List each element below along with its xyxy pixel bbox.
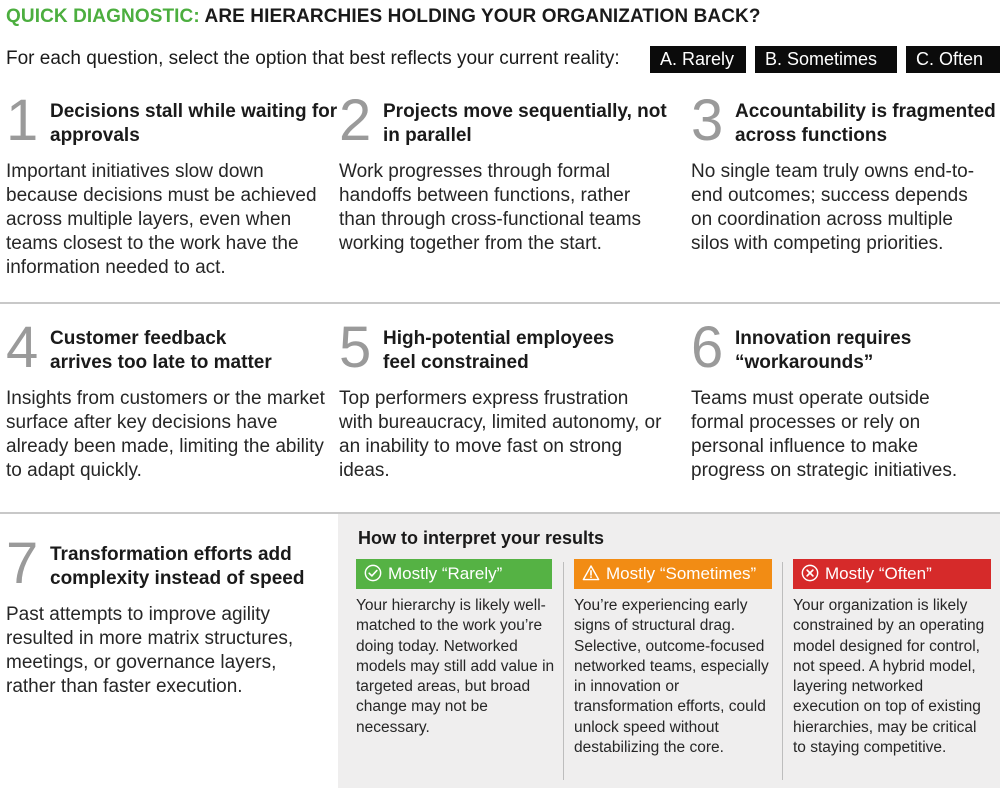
question-number: 3 [691, 88, 724, 153]
option-sometimes[interactable]: B. Sometimes [755, 46, 897, 73]
question-heading: High-potential employees feel constrained [383, 328, 615, 373]
result-text-often: Your organization is likely constrained by an operating model designed for control, not speed. A hybrid model, layering networked execution on top of existing hierarchies, may be critical to staying competitive. [793, 597, 985, 757]
divider [0, 302, 1000, 304]
question-heading: Decisions stall while waiting for approvals [50, 101, 338, 146]
option-often[interactable]: C. Often [906, 46, 1000, 73]
question-heading: Customer feedback arrives too late to matter [50, 328, 272, 373]
badge-often [793, 559, 991, 589]
title-accent: QUICK DIAGNOSTIC: [6, 6, 200, 27]
question-heading: Projects move sequentially, not in parallel [383, 101, 667, 146]
title-text: ARE HIERARCHIES HOLDING YOUR ORGANIZATION BACK? [204, 6, 761, 27]
instruction-text: For each question, select the option that best reflects your current reality: [6, 48, 620, 69]
question-number: 1 [6, 88, 39, 153]
question-body: No single team truly owns end-to-end outcomes; success depends on coordination across multiple silos with competing priorities. [691, 161, 975, 254]
badge-rarely [356, 559, 552, 589]
question-body: Insights from customers or the market surface after key decisions have already been made, limiting the ability to adapt quickly. [6, 388, 325, 481]
question-heading: Innovation requires “workarounds” [735, 328, 912, 373]
badge-label: Mostly “Sometimes” [606, 564, 757, 583]
question-heading: Accountability is fragmented across functions [735, 101, 996, 146]
question-body: Teams must operate outside formal processes or rely on personal influence to make progress on strategic initiatives. [691, 388, 958, 481]
interpretation-panel [338, 514, 1000, 788]
question-number: 2 [339, 88, 372, 153]
warning-triangle-icon [582, 564, 600, 582]
question-heading: Transformation efforts add complexity instead of speed [50, 544, 305, 589]
column-separator [782, 562, 783, 780]
question-number: 7 [6, 531, 39, 596]
panel-title: How to interpret your results [358, 528, 605, 548]
question-body: Work progresses through formal handoffs between functions, rather than through cross-functional teams working together from the start. [339, 161, 642, 254]
question-number: 5 [339, 315, 372, 380]
question-body: Top performers express frustration with bureaucracy, limited autonomy, or an inability to move fast on strong ideas. [339, 388, 662, 481]
question-body: Past attempts to improve agility resulted in more matrix structures, meetings, or governance layers, rather than faster execution. [6, 604, 294, 697]
badge-label: Mostly “Often” [825, 564, 932, 583]
question-body: Important initiatives slow down because decisions must be achieved across multiple layers, even when teams closest to the work have the information needed to act. [6, 161, 317, 278]
x-circle-icon [801, 564, 819, 582]
badge-sometimes [574, 559, 772, 589]
column-separator [563, 562, 564, 780]
option-rarely[interactable]: A. Rarely [650, 46, 746, 73]
question-number: 4 [6, 315, 39, 380]
question-number: 6 [691, 315, 724, 380]
check-circle-icon [364, 564, 382, 582]
result-text-rarely: Your hierarchy is likely well-matched to the work you’re doing today. Networked models may still add value in targeted areas, but broad change may not be necessary. [356, 597, 555, 736]
page-title [6, 6, 761, 28]
result-text-sometimes: You’re experiencing early signs of structural drag. Selective, outcome-focused networked teams, especially in innovation or transformation efforts, could unlock speed without destabilizing the core. [574, 597, 769, 757]
badge-label: Mostly “Rarely” [388, 564, 503, 583]
